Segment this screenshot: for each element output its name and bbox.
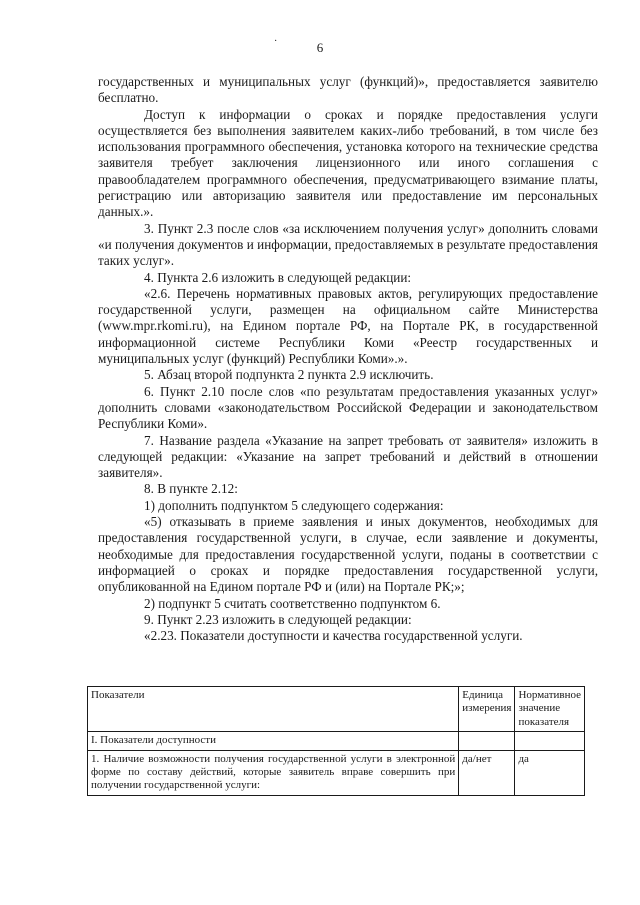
paragraph: 8. В пункте 2.12:: [144, 481, 238, 497]
paragraph: 2) подпункт 5 считать соответственно подпунктом 6.: [144, 595, 441, 611]
row-value: да: [515, 750, 585, 795]
paragraph: 7. Название раздела «Указание на запрет требовать от заявителя» изложить в следующей редакции: «Указание на запрет требований и действий в отношении заявителя».: [98, 432, 598, 481]
empty-cell: [515, 732, 585, 750]
empty-cell: [459, 732, 515, 750]
paragraph: 3. Пункт 2.3 после слов «за исключением получения услуг» дополнить словами «и получения документов и информации, предоставляемых в результате предоставления таких услуг».: [98, 220, 598, 269]
paragraph: «5) отказывать в приеме заявления и иных документов, необходимых для предоставления государственной услуги, в случае, если заявление и документы, необходимые для предоставления государственной услуги, поданы в соответствии с информацией о сроках и порядке предоставления государственной услуги, опубликованной на Едином портале РФ и (или) на Портале РК;»;: [98, 514, 598, 595]
row-unit: да/нет: [459, 750, 515, 795]
row-indicator-name: 1. Наличие возможности получения государственной услуги в электронной форме по составу действий, которые заявитель вправе совершить при получении государственной услуги:: [88, 750, 459, 795]
header-normative-value: Нормативное значение показателя: [515, 687, 585, 732]
table-section-row: [88, 732, 585, 750]
paragraph: «2.6. Перечень нормативных правовых актов, регулирующих предоставление государственной услуги, размещен на официальном сайте Министерства (www.mpr.rkomi.ru), на Едином портале РФ, на Портале РК, в государственной информационной системе Республики Коми «Реестр государственных и муниципальных услуг (функций) Республики Коми».».: [98, 285, 598, 367]
table-header-row: [88, 687, 585, 732]
paragraph: «2.23. Показатели доступности и качества государственной услуги.: [144, 628, 523, 644]
paragraph: Доступ к информации о сроках и порядке предоставления услуги осуществляется без выполнения заявителем каких-либо требований, в том числе без использования программного обеспечения, установка которого на технические средства заявителя требует заключения лицензионного или иного соглашения с правообладателем программного обеспечения, предусматривающего взимание платы, регистрацию или авторизацию заявителя или предоставление им персональных данных.».: [98, 106, 598, 220]
indicators-table: [87, 686, 585, 796]
header-unit: Единица измерения: [459, 687, 515, 732]
paragraph: 6. Пункт 2.10 после слов «по результатам предоставления указанных услуг» дополнить словами «законодательством Российской Федерации и законодательством Республики Коми».: [98, 383, 598, 432]
header-indicators: Показатели: [88, 687, 459, 732]
paragraph: 5. Абзац второй подпункта 2 пункта 2.9 исключить.: [144, 367, 434, 383]
table-row: [88, 750, 585, 795]
paragraph: 1) дополнить подпунктом 5 следующего содержания:: [144, 497, 444, 513]
paragraph: 4. Пункта 2.6 изложить в следующей редакции:: [144, 269, 412, 285]
section-title: I. Показатели доступности: [88, 732, 459, 750]
paragraph: 9. Пункт 2.23 изложить в следующей редакции:: [144, 611, 412, 627]
speck-mark: ·: [274, 36, 278, 47]
document-body: [98, 74, 598, 644]
paragraph: государственных и муниципальных услуг (функций)», предоставляется заявителю бесплатно.: [98, 74, 598, 106]
page-number: 6: [316, 40, 324, 55]
